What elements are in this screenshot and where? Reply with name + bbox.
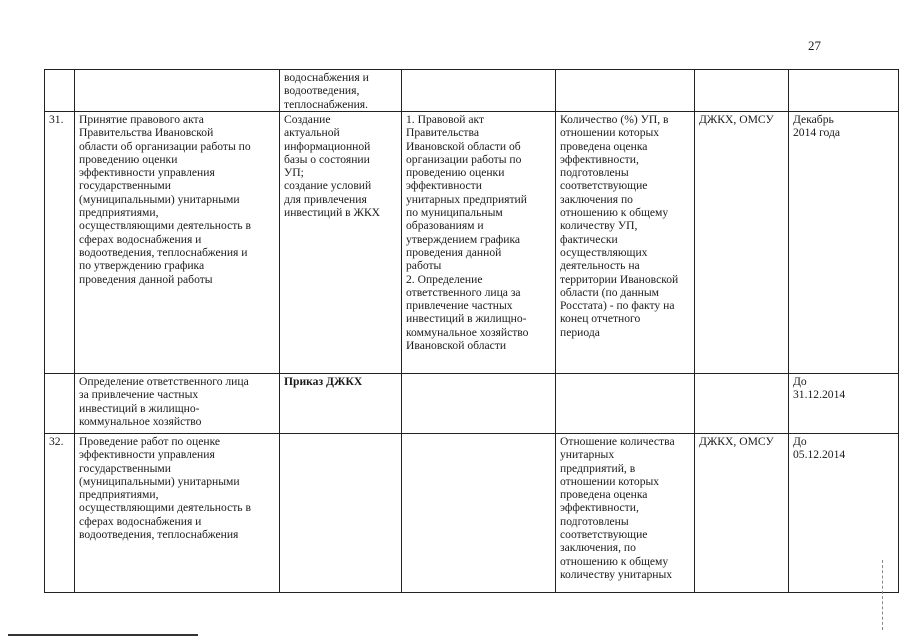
cell-event xyxy=(75,70,280,112)
cell-num xyxy=(45,374,75,434)
cell-indicator: Количество (%) УП, в отношении которых проведена оценка эффективности, подготовлены соответствующие заключения по отношению к общему количеству УП, фактически осуществляющих деятельность на территории Ивановской области (по данным Росстата) - по факту на конец отчетного периода xyxy=(556,112,695,374)
cell-indicator xyxy=(556,374,695,434)
cell-term xyxy=(789,70,899,112)
table-row-31 xyxy=(45,112,899,374)
cell-results: 1. Правовой акт Правительства Ивановской области об организации работы по проведению оценки эффективности унитарных предприятий по муниципальным образованиям и утверждением графика проведения данной работы 2. Определение ответственного лица за привлечение частных инвестиций в жилищно- коммунальное хозяйство Ивановской области xyxy=(402,112,556,374)
cell-form xyxy=(280,434,402,593)
cell-form: Приказ ДЖКХ xyxy=(280,374,402,434)
cell-form: Создание актуальной информационной базы о состоянии УП; создание условий для привлечения инвестиций в ЖКХ xyxy=(280,112,402,374)
cell-form: водоснабжения и водоотведения, теплоснабжения. xyxy=(280,70,402,112)
cell-responsible xyxy=(695,374,789,434)
cell-term: Декабрь 2014 года xyxy=(789,112,899,374)
cell-event: Определение ответственного лица за привлечение частных инвестиций в жилищно- коммунальное хозяйство xyxy=(75,374,280,434)
scan-margin-marks xyxy=(882,560,885,630)
cell-results xyxy=(402,434,556,593)
cell-term: До 05.12.2014 xyxy=(789,434,899,593)
cell-indicator xyxy=(556,70,695,112)
cell-num xyxy=(45,70,75,112)
scan-edge-line xyxy=(8,634,198,636)
cell-indicator: Отношение количества унитарных предприятий, в отношении которых проведена оценка эффективности, подготовлены соответствующие заключения, по отношению к общему количеству унитарных xyxy=(556,434,695,593)
cell-num: 31. xyxy=(45,112,75,374)
measures-table xyxy=(44,69,899,593)
page-number: 27 xyxy=(808,38,821,53)
cell-event: Проведение работ по оценке эффективности управления государственными (муниципальными) унитарными предприятиями, осуществляющими деятельность в сферах водоснабжения и водоотведения, теплоснабжения xyxy=(75,434,280,593)
cell-responsible xyxy=(695,70,789,112)
cell-responsible: ДЖКХ, ОМСУ xyxy=(695,434,789,593)
cell-responsible: ДЖКХ, ОМСУ xyxy=(695,112,789,374)
cell-results xyxy=(402,374,556,434)
table-row-continuation xyxy=(45,70,899,112)
cell-results xyxy=(402,70,556,112)
table-row-31-sub xyxy=(45,374,899,434)
cell-term: До 31.12.2014 xyxy=(789,374,899,434)
cell-event: Принятие правового акта Правительства Ивановской области об организации работы по проведению оценки эффективности управления государственными (муниципальными) унитарными предприятиями, осуществляющими деятельность в сферах водоснабжения и водоотведения, теплоснабжения и по утверждению графика проведения данной работы xyxy=(75,112,280,374)
table-row-32 xyxy=(45,434,899,593)
cell-num: 32. xyxy=(45,434,75,593)
